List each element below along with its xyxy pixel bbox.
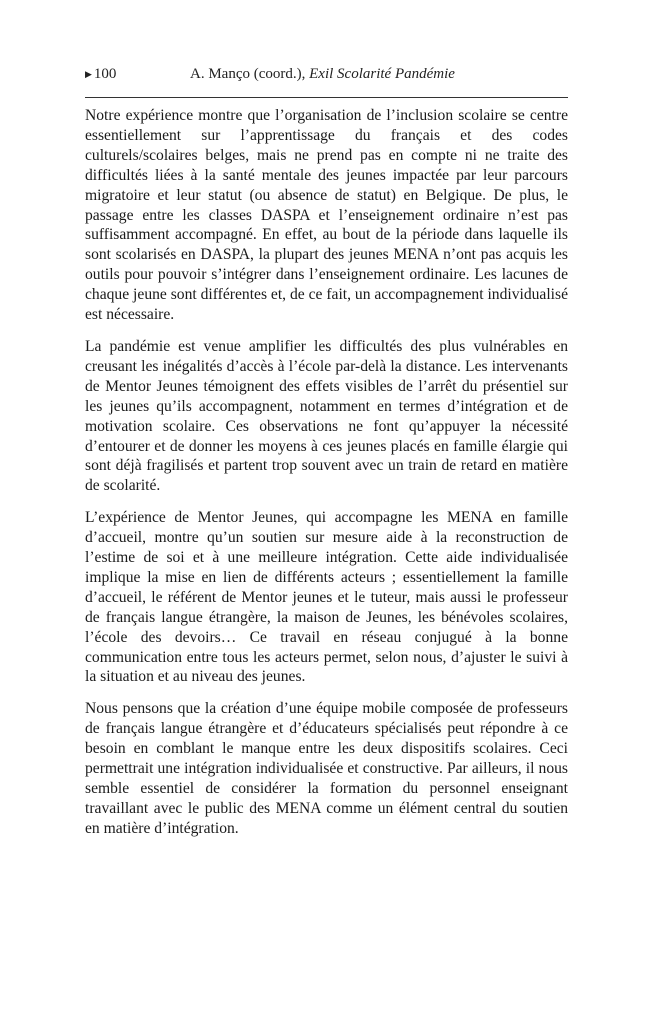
paragraph-1: Notre expérience montre que l’organisation de l’inclusion scolaire se centre essentiellement sur l’apprentissage du français et des codes culturels/scolaires belges, mais ne prend pas en compte ni ne traite des difficultés liées à la santé mentale des jeunes impactée par leur parcours migratoire et leur statut (ou absence de statut) en Belgique. De plus, le passage entre les classes DASPA et l’enseignement ordinaire n’est pas suffisamment accompagné. En effet, au bout de la période dans laquelle ils sont scolarisés en DASPA, la plupart des jeunes MENA n’ont pas acquis les outils pour pouvoir s’intégrer dans l’enseignement ordinaire. Les lacunes de chaque jeune sont différentes et, de ce fait, un accompagnement individualisé est nécessaire. — [85, 107, 568, 324]
paragraph-2: La pandémie est venue amplifier les difficultés des plus vulnérables en creusant les inégalités d’accès à l’école par-delà la distance. Les intervenants de Mentor Jeunes témoignent des effets visibles de l’arrêt du présentiel sur les jeunes qu’ils accompagnent, notamment en termes d’intégration et de motivation scolaire. Ces observations ne font qu’appuyer la nécessité d’entourer et de donner les moyens à ces jeunes placés en famille élargie qui sont déjà fragilisés et partent trop souvent avec un train de retard en matière de scolarité. — [85, 337, 568, 495]
header-rule — [85, 97, 568, 98]
paragraph-3: L’expérience de Mentor Jeunes, qui accompagne les MENA en famille d’accueil, montre qu’un soutien sur mesure aide à la reconstruction de l’estime de soi et à une meilleure intégration. Cette aide individualisée implique la mise en lien de différents acteurs ; essentiellement la famille d’accueil, le référent de Mentor jeunes et le tuteur, mais aussi le professeur de français langue étrangère, la maison de Jeunes, les bénévoles scolaires, l’école des devoirs… Ce travail en réseau conjugué à la bonne communication entre tous les acteurs permet, selon nous, d’ajuster le suivi à la situation et au niveau des jeunes. — [85, 509, 568, 686]
page-number-value: 100 — [93, 66, 117, 82]
book-page — [85, 62, 568, 837]
running-head — [85, 62, 568, 86]
running-head-title — [190, 62, 455, 86]
triangle-marker-icon: ▶ — [85, 69, 92, 79]
running-head-book-title: Exil Scolarité Pandémie — [309, 66, 455, 82]
page-number — [85, 62, 116, 86]
running-head-author: A. Manço (coord.), — [190, 66, 310, 82]
body-text — [85, 106, 568, 851]
paragraph-4: Nous pensons que la création d’une équipe mobile composée de professeurs de français langue étrangère et d’éducateurs spécialisés peut répondre à ce besoin en comblant le manque entre les deux dispositifs scolaires. Ceci permettrait une intégration individualisée et constructive. Par ailleurs, il nous semble essentiel de considérer la formation du personnel enseignant travaillant avec le public des MENA comme un élément central du soutien en matière d’intégration. — [85, 700, 568, 837]
